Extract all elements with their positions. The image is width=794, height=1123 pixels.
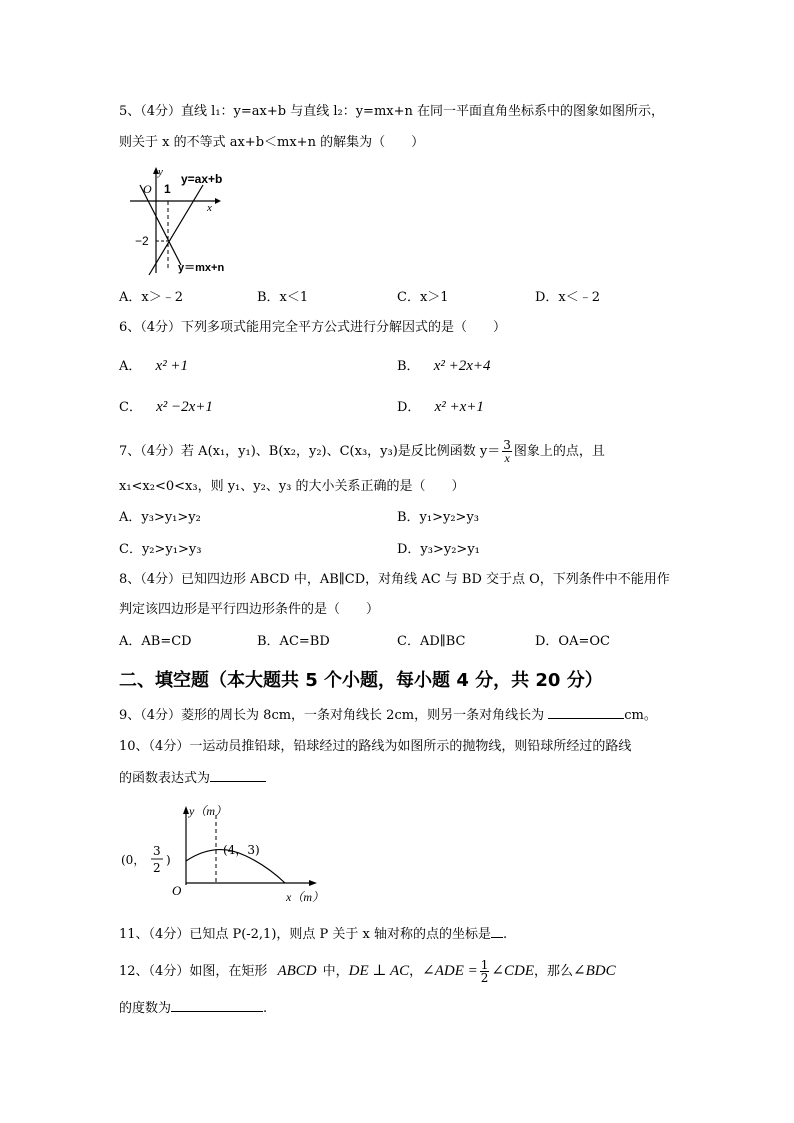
q6-option-b-letter: B． — [397, 359, 420, 374]
q12-rect-name: ABCD — [277, 963, 317, 979]
q7-fraction — [502, 439, 512, 464]
q12-stem-line1 — [119, 955, 616, 988]
q10-stem-line2 — [119, 769, 266, 788]
q7-stem-line1 — [119, 436, 605, 468]
q5-l2-label: y＝mx+n — [178, 262, 225, 274]
q10-answer-blank[interactable] — [210, 769, 266, 782]
q10-y-label: y（m） — [189, 804, 227, 818]
q8-stem-line1: 8、（4分）已知四边形 ABCD 中，AB∥CD，对角线 AC 与 BD 交于点 O，下列条件中不能用作 — [119, 572, 670, 587]
q7-option-b: B．y₁>y₂>y₃ — [397, 510, 480, 525]
q10-stem-line2-text: 的函数表达式为 — [119, 771, 211, 786]
q7-frac-den: x — [504, 451, 510, 465]
q10-vertex-label: (4，3) — [223, 843, 260, 857]
q5-option-b: B．x＜1 — [257, 290, 309, 305]
q10-stem-line1: 10、（4分）一运动员推铅球，铅球经过的路线为如图所示的抛物线，则铅球所经过的路线 — [119, 739, 632, 754]
q7-option-c: C．y₂>y₁>y₃ — [119, 542, 202, 557]
q11-stem-b: . — [503, 927, 508, 942]
q12-condition-angle-a: ∠ADE = — [422, 963, 478, 979]
q5-origin-label: O — [143, 182, 152, 196]
q7-stem-a: 7、（4分）若 A(x₁，y₁)、B(x₂，y₂)、C(x₃，y₃)是反比例函数 y＝ — [119, 444, 501, 459]
q6-option-c-expr: x² −2x+1 — [156, 399, 213, 415]
q6-option-c — [119, 398, 213, 417]
q12-half-den: 2 — [480, 971, 489, 985]
q6-option-a-expr: x² +1 — [155, 358, 189, 374]
q7-option-a: A．y₃>y₁>y₂ — [119, 510, 201, 525]
q6-option-c-letter: C． — [119, 400, 142, 415]
q12-condition-perpendicular: DE ⊥ AC — [348, 963, 410, 979]
q6-option-d-letter: D． — [397, 400, 421, 415]
q6-option-d-expr: x² +x+1 — [434, 399, 484, 415]
q12-stem-end: . — [263, 1001, 268, 1016]
q6-stem: 6、（4分）下列多项式能用完全平方公式进行分解因式的是（ ） — [119, 320, 507, 335]
q8-option-d: D．OA=OC — [535, 634, 610, 649]
q11-answer-blank[interactable] — [491, 925, 503, 938]
q8-option-c: C．AD∥BC — [397, 634, 466, 649]
q6-option-b-expr: x² +2x+4 — [433, 358, 491, 374]
q5-option-c: C．x＞1 — [397, 290, 449, 305]
q10-start-den: 2 — [153, 861, 161, 875]
q9-stem — [119, 706, 657, 725]
q9-stem-a: 9、（4分）菱形的周长为 8cm，一条对角线长 2cm，则另一条对角线长为 — [119, 708, 545, 723]
q5-option-d: D．x＜﹣2 — [535, 290, 601, 305]
q12-stem-line2-text: 的度数为 — [119, 1001, 172, 1016]
q7-stem-line2: x₁<x₂<0<x₃，则 y₁、y₂、y₃ 的大小关系正确的是（ ） — [119, 479, 465, 494]
q12-stem-b: 中， — [322, 964, 349, 979]
section-fill-in-heading: 二、填空题（本大题共 5 个小题，每小题 4 分，共 20 分） — [119, 670, 603, 691]
q5-l1-label: y=ax+b — [181, 172, 223, 186]
q5-option-a: A．x＞﹣2 — [119, 290, 183, 305]
q12-stem-c: ， — [409, 964, 423, 979]
q9-answer-blank[interactable] — [548, 706, 624, 719]
q7-option-d: D．y₃>y₂>y₁ — [397, 542, 480, 557]
q12-half-num: 1 — [480, 958, 489, 972]
q6-option-d — [397, 398, 484, 417]
q5-graph — [125, 165, 245, 280]
q10-x-label: x（m） — [286, 890, 324, 903]
q12-answer-blank[interactable] — [171, 999, 263, 1012]
q8-option-b: B．AC=BD — [257, 634, 330, 649]
q5-one-label: 1 — [164, 182, 171, 196]
q11-stem — [119, 925, 507, 944]
q12-stem-a: 12、（4分）如图，在矩形 — [119, 964, 268, 979]
q12-stem-d: ，那么 — [534, 964, 574, 979]
q10-start-label-a: (0， — [121, 853, 146, 867]
q5-stem-line2: 则关于 x 的不等式 ax+b＜mx+n 的解集为（ ） — [119, 135, 425, 150]
q9-stem-b: cm。 — [624, 708, 657, 723]
q12-half-fraction — [480, 959, 490, 984]
q8-stem-line2: 判定该四边形是平行四边形条件的是（ ） — [119, 602, 380, 617]
q11-stem-a: 11、（4分）已知点 P(-2,1)，则点 P 关于 x 轴对称的点的坐标是 — [119, 927, 492, 942]
q12-target-angle: ∠BDC — [573, 963, 616, 979]
q5-x-label: x — [207, 202, 212, 214]
q10-start-label-b: ) — [166, 853, 171, 867]
q6-option-b — [397, 357, 491, 376]
q10-graph — [115, 803, 330, 903]
q7-stem-b: 图象上的点，且 — [513, 444, 605, 459]
q10-origin-label: O — [172, 883, 182, 898]
q6-option-a-letter: A． — [119, 359, 142, 374]
q12-stem-line2 — [119, 999, 267, 1018]
q8-option-a: A．AB=CD — [119, 634, 192, 649]
q5-stem-line1: 5、（4分）直线 l₁：y=ax+b 与直线 l₂：y=mx+n 在同一平面直角坐标系中的图象如图所示， — [119, 104, 665, 119]
q7-frac-num: 3 — [503, 438, 511, 452]
q10-start-num: 3 — [153, 844, 161, 858]
q5-y-label: y — [158, 166, 163, 178]
q6-option-a — [119, 357, 188, 376]
q5-neg-two-label: −2 — [135, 234, 149, 248]
q12-condition-angle-b: ∠CDE — [491, 963, 534, 979]
